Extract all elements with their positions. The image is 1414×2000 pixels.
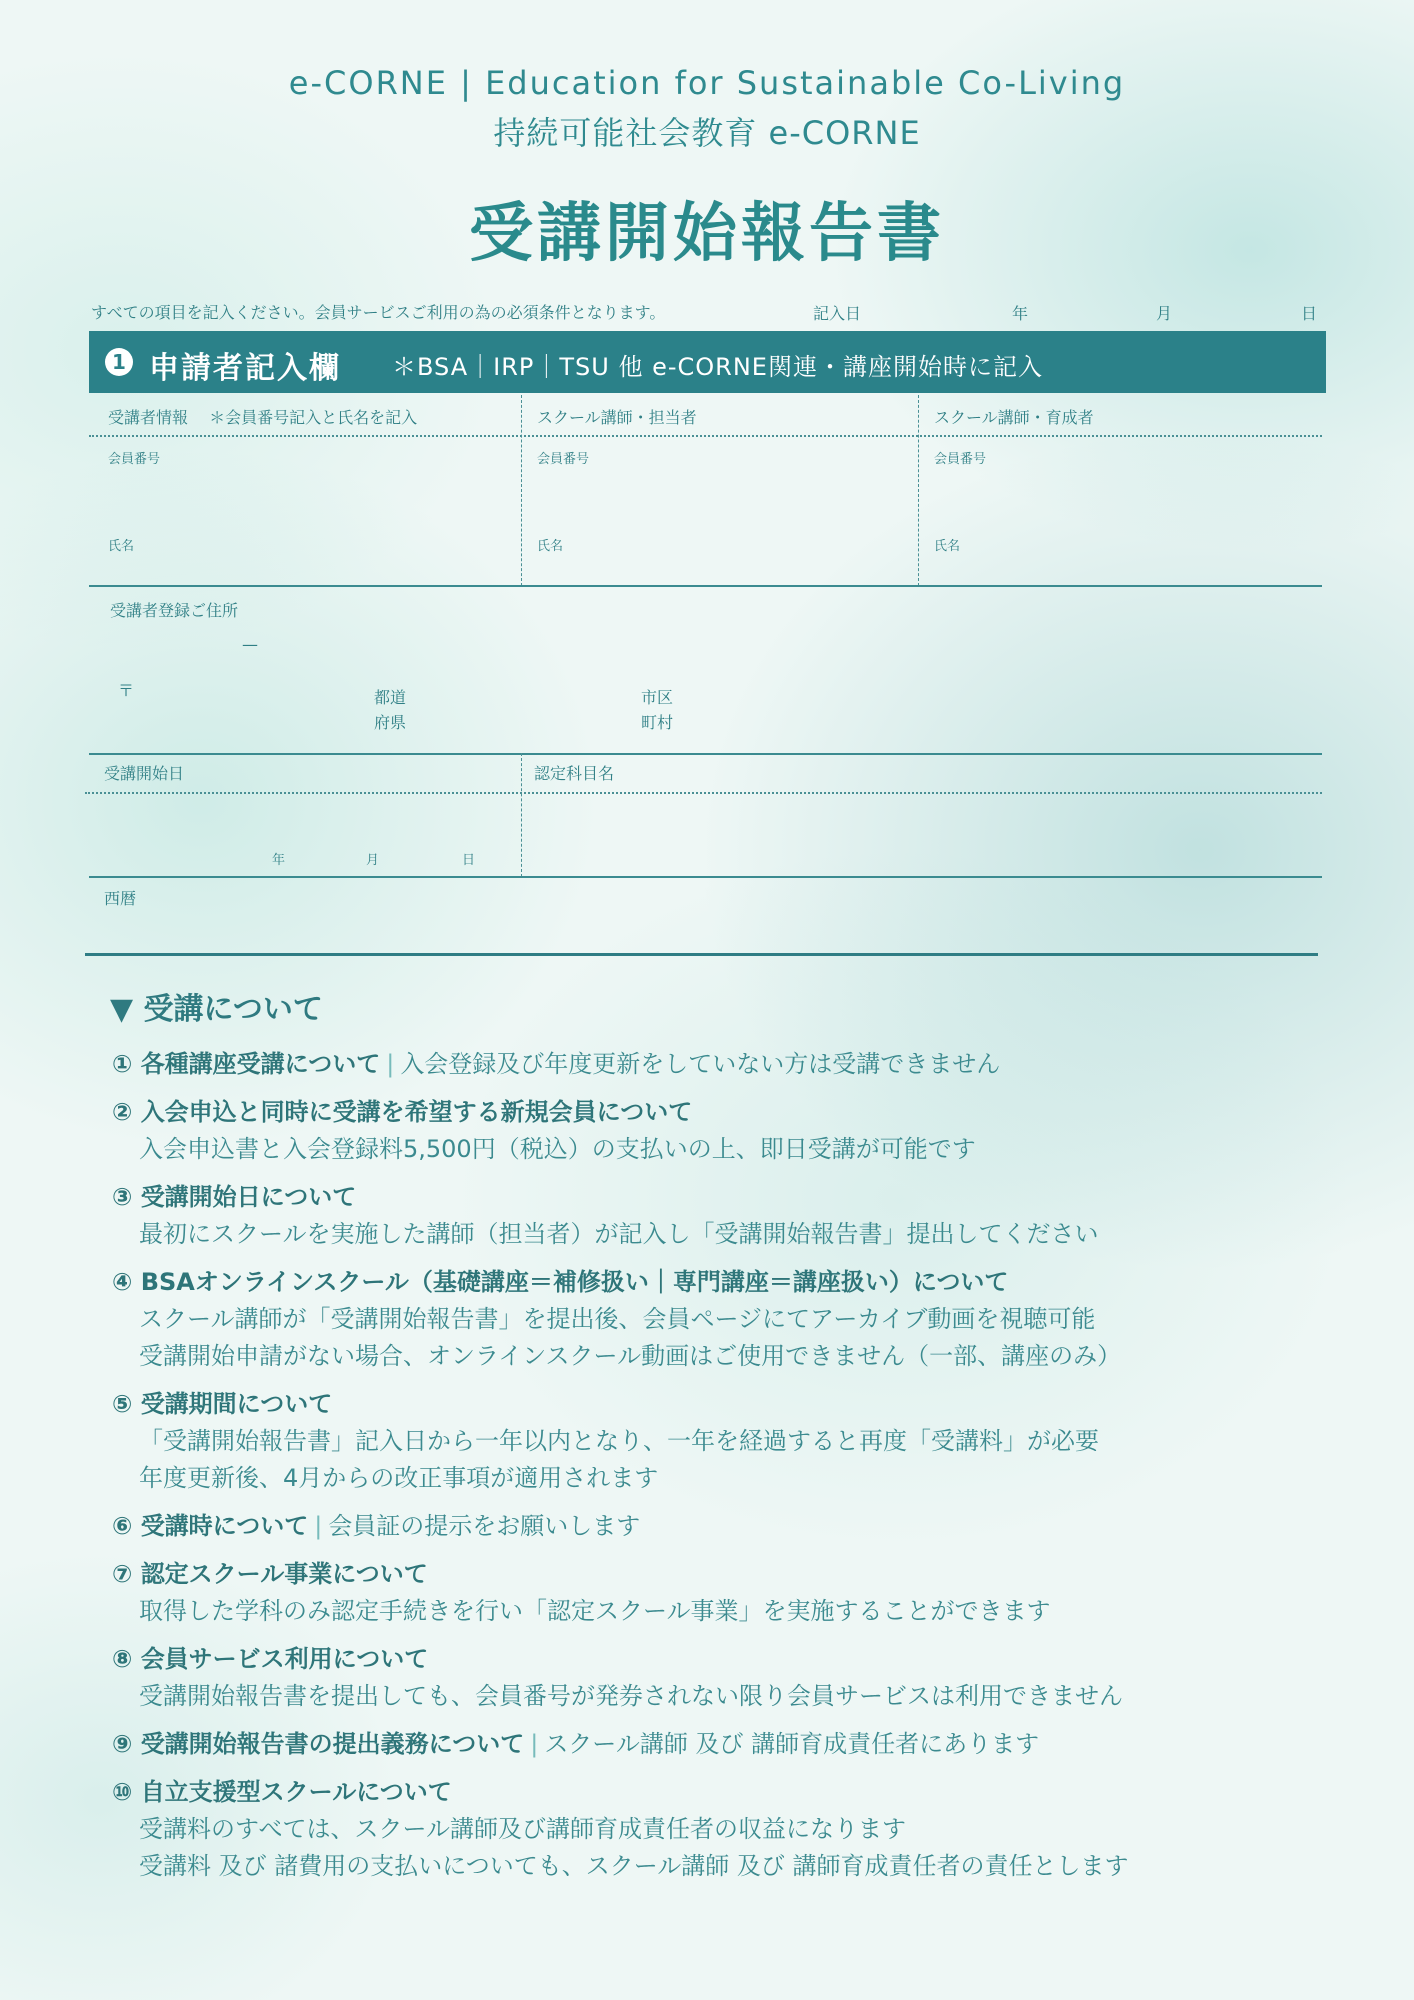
item-number: ⑩ bbox=[112, 1778, 133, 1806]
item-heading-text: 認定スクール事業について bbox=[140, 1560, 428, 1588]
student-name-field[interactable]: 氏名 bbox=[108, 539, 135, 554]
city-label-1: 市区 bbox=[641, 688, 674, 707]
item-heading-text: 会員サービス利用について bbox=[140, 1645, 429, 1673]
divider bbox=[521, 395, 522, 586]
start-year-field[interactable]: 年 bbox=[272, 853, 286, 868]
student-member-no-field[interactable]: 会員番号 bbox=[108, 452, 161, 467]
item-heading-text: 入会申込と同時に受講を希望する新規会員について bbox=[140, 1098, 693, 1126]
document-title: 受講開始報告書 bbox=[469, 197, 945, 271]
trainer-name-field[interactable]: 氏名 bbox=[934, 539, 961, 554]
list-item bbox=[112, 1386, 1129, 1497]
item-inline-text: スクール講師 及び 講師育成責任者にあります bbox=[544, 1730, 1040, 1758]
item-heading bbox=[112, 1778, 452, 1806]
item-heading-text: BSAオンラインスクール（基礎講座＝補修扱い｜専門講座＝講座扱い）について bbox=[140, 1268, 1009, 1296]
prefecture-label-1: 都道 bbox=[374, 688, 407, 707]
entry-year-field[interactable]: 年 bbox=[1012, 304, 1029, 323]
item-body-line: スクール講師が「受講開始報告書」を提出後、会員ページにてアーカイブ動画を視聴可能 bbox=[139, 1305, 1096, 1333]
list-item bbox=[112, 1556, 1129, 1630]
prefecture-label-2: 府県 bbox=[374, 713, 407, 732]
item-heading bbox=[112, 1098, 692, 1126]
item-heading bbox=[112, 1390, 332, 1418]
divider bbox=[89, 753, 1322, 755]
about-list bbox=[112, 1046, 1129, 1896]
item-body-line: 「受講開始報告書」記入日から一年以内となり、一年を経過すると再度「受講料」が必要 bbox=[139, 1427, 1099, 1455]
section-note: ＊BSA｜IRP｜TSU 他 e-CORNE関連・講座開始時に記入 bbox=[392, 353, 1043, 381]
divider bbox=[85, 953, 1318, 956]
entry-date-label: 記入日 bbox=[813, 304, 862, 323]
item-number: ② bbox=[112, 1098, 133, 1126]
item-number: ④ bbox=[112, 1268, 133, 1296]
item-heading-text: 受講開始日について bbox=[140, 1183, 357, 1211]
postal-dash: — bbox=[242, 635, 258, 654]
section-number-badge: 1 bbox=[105, 348, 133, 376]
item-heading-text: 受講時について bbox=[140, 1512, 309, 1540]
item-inline-text: 入会登録及び年度更新をしていない方は受講できません bbox=[400, 1050, 1001, 1078]
entry-month-field[interactable]: 月 bbox=[1156, 304, 1173, 323]
divider bbox=[521, 753, 522, 877]
item-number: ③ bbox=[112, 1183, 133, 1211]
item-number: ⑨ bbox=[112, 1730, 133, 1758]
list-item bbox=[112, 1094, 1129, 1168]
divider bbox=[89, 435, 1322, 437]
section-title: 申請者記入欄 bbox=[149, 351, 341, 386]
item-heading bbox=[112, 1050, 380, 1078]
about-section-title: ▼ 受講について bbox=[110, 992, 323, 1027]
list-item bbox=[112, 1264, 1129, 1375]
list-item bbox=[112, 1774, 1129, 1885]
item-heading bbox=[112, 1645, 428, 1673]
item-heading bbox=[112, 1560, 428, 1588]
item-heading bbox=[112, 1183, 356, 1211]
separator: | bbox=[314, 1512, 323, 1540]
item-heading bbox=[112, 1268, 1008, 1296]
item-number: ① bbox=[112, 1050, 133, 1078]
item-body-line: 受講料のすべては、スクール講師及び講師育成責任者の収益になります bbox=[139, 1815, 907, 1843]
divider bbox=[89, 585, 1322, 587]
item-body-line: 受講開始申請がない場合、オンラインスクール動画はご使用できません（一部、講座のみ） bbox=[139, 1342, 1122, 1370]
instruction-text: すべての項目を記入ください。会員サービスご利用の為の必須条件となります。 bbox=[91, 303, 666, 322]
item-heading-text: 自立支援型スクールについて bbox=[140, 1778, 452, 1806]
item-number: ⑤ bbox=[112, 1390, 133, 1418]
list-item bbox=[112, 1508, 1129, 1545]
separator: | bbox=[530, 1730, 539, 1758]
start-day-field[interactable]: 日 bbox=[462, 853, 476, 868]
item-heading bbox=[112, 1512, 308, 1540]
entry-day-field[interactable]: 日 bbox=[1301, 304, 1318, 323]
instructor-name-field[interactable]: 氏名 bbox=[537, 539, 564, 554]
item-inline-text: 会員証の提示をお願いします bbox=[328, 1512, 641, 1540]
item-heading-text: 受講期間について bbox=[140, 1390, 333, 1418]
item-body-line: 入会申込書と入会登録料5,500円（税込）の支払いの上、即日受講が可能です bbox=[139, 1135, 976, 1163]
item-body-line: 受講料 及び 諸費用の支払いについても、スクール講師 及び 講師育成責任者の責任とします bbox=[139, 1852, 1129, 1880]
item-body-line: 年度更新後、4月からの改正事項が適用されます bbox=[139, 1464, 659, 1492]
item-number: ⑧ bbox=[112, 1645, 133, 1673]
item-heading bbox=[112, 1730, 524, 1758]
item-body-line: 受講開始報告書を提出しても、会員番号が発券されない限り会員サービスは利用できません bbox=[139, 1682, 1123, 1710]
era-label: 西暦 bbox=[104, 889, 137, 908]
column-header-instructor: スクール講師・担当者 bbox=[537, 408, 697, 427]
instructor-member-no-field[interactable]: 会員番号 bbox=[537, 452, 590, 467]
item-number: ⑦ bbox=[112, 1560, 133, 1588]
city-label-2: 町村 bbox=[641, 713, 674, 732]
list-item bbox=[112, 1641, 1129, 1715]
org-name-english: e-CORNE | Education for Sustainable Co-Living bbox=[288, 64, 1126, 102]
item-body-line: 最初にスクールを実施した講師（担当者）が記入し「受講開始報告書」提出してください bbox=[139, 1220, 1099, 1248]
start-month-field[interactable]: 月 bbox=[366, 853, 380, 868]
list-item bbox=[112, 1179, 1129, 1253]
course-name-label: 認定科目名 bbox=[534, 764, 615, 783]
item-heading-text: 各種講座受講について bbox=[140, 1050, 381, 1078]
divider bbox=[89, 876, 1322, 878]
item-number: ⑥ bbox=[112, 1512, 133, 1540]
divider bbox=[918, 395, 919, 586]
divider bbox=[85, 792, 1322, 794]
org-name-japanese: 持続可能社会教育 e-CORNE bbox=[493, 114, 921, 152]
item-heading-text: 受講開始報告書の提出義務について bbox=[140, 1730, 525, 1758]
section-applicant-band bbox=[89, 331, 1326, 393]
column-header-student: 受講者情報 ＊会員番号記入と氏名を記入 bbox=[108, 408, 418, 427]
postal-code-field[interactable]: 〒 bbox=[118, 681, 135, 700]
address-label: 受講者登録ご住所 bbox=[110, 601, 239, 620]
item-body-line: 取得した学科のみ認定手続きを行い「認定スクール事業」を実施することができます bbox=[139, 1597, 1051, 1625]
start-date-label: 受講開始日 bbox=[104, 764, 185, 783]
list-item bbox=[112, 1046, 1129, 1083]
separator: | bbox=[386, 1050, 395, 1078]
trainer-member-no-field[interactable]: 会員番号 bbox=[934, 452, 987, 467]
list-item bbox=[112, 1726, 1129, 1763]
column-header-trainer: スクール講師・育成者 bbox=[934, 408, 1094, 427]
